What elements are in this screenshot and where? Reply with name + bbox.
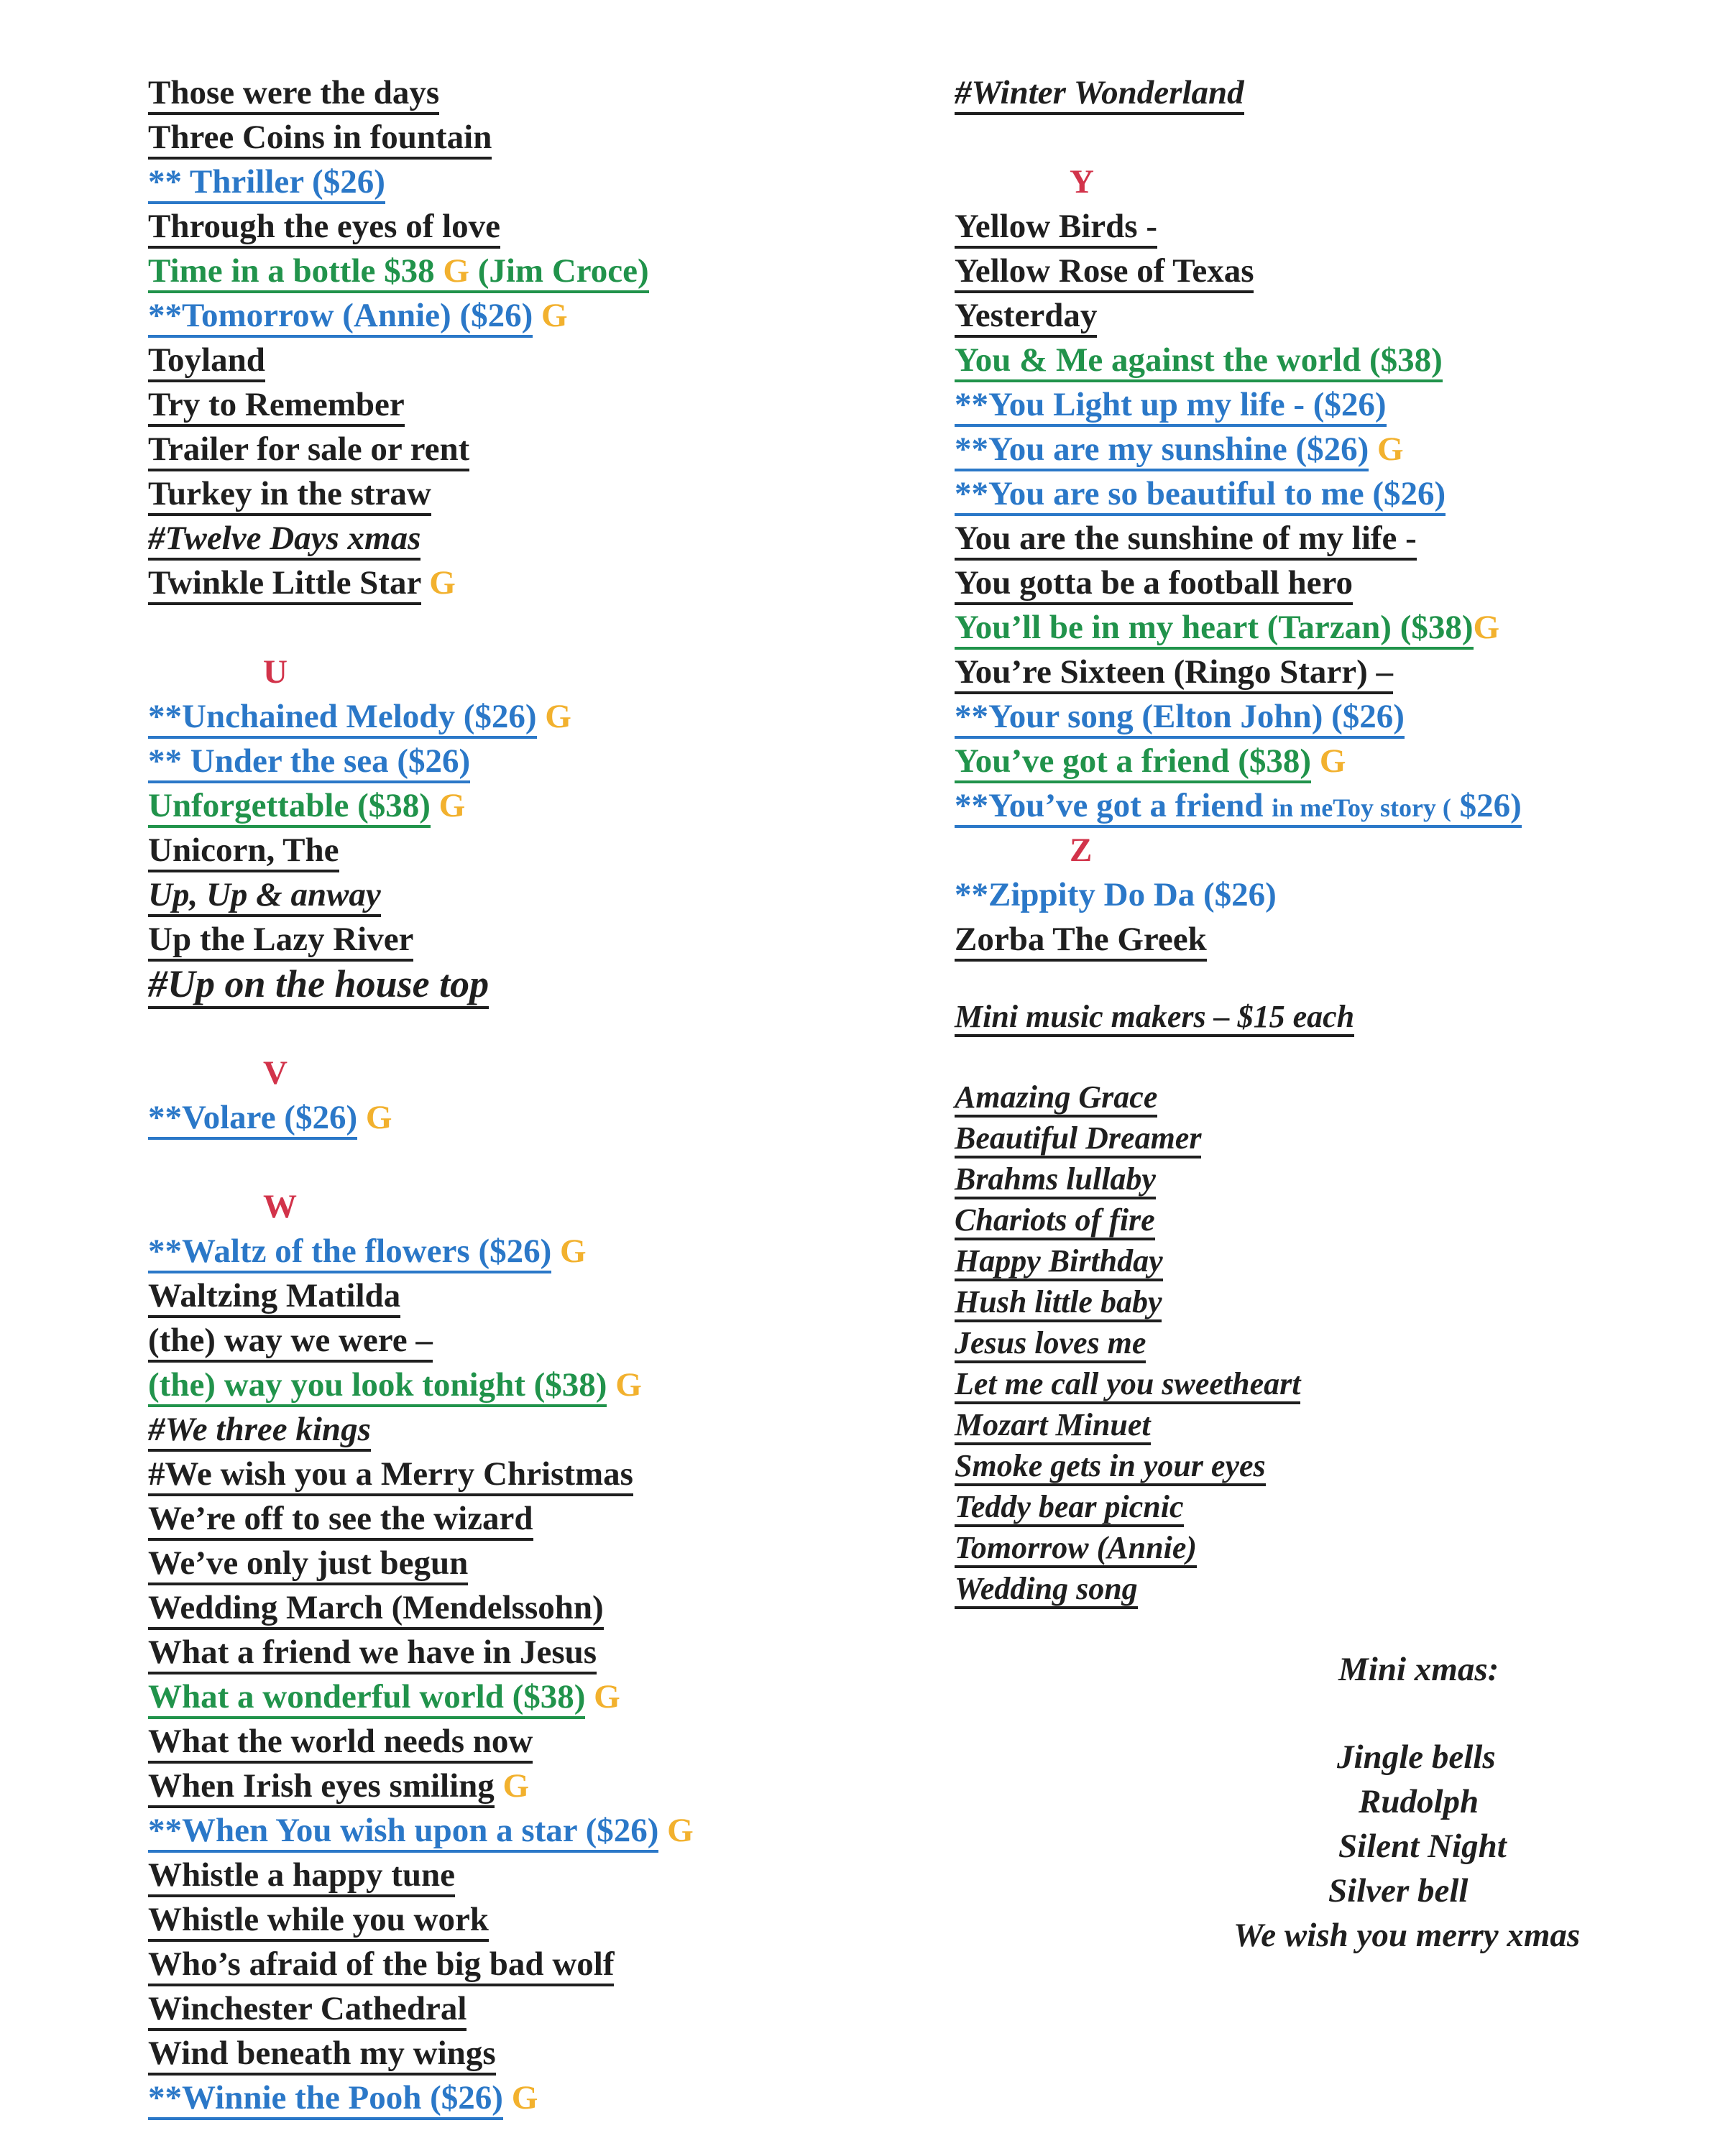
song-item: Time in a bottle $38 G (Jim Croce) <box>148 249 867 293</box>
mini-item: Chariots of fire <box>955 1199 1673 1240</box>
song-item: Yellow Rose of Texas <box>955 249 1673 293</box>
song-item: **When You wish upon a star ($26) G <box>148 1808 867 1853</box>
song-item: #Twelve Days xmas <box>148 516 867 561</box>
song-item: Toyland <box>148 338 867 382</box>
right-song-list <box>955 70 1673 1609</box>
song-item: Up the Lazy River <box>148 917 867 962</box>
mini-xmas-item: We wish you merry xmas <box>1233 1917 1581 1954</box>
song-item: Whistle while you work <box>148 1897 867 1942</box>
song-item: Wedding March (Mendelssohn) <box>148 1585 867 1630</box>
song-item: Trailer for sale or rent <box>148 427 867 471</box>
mini-item: Wedding song <box>955 1568 1673 1609</box>
song-item: Unforgettable ($38) G <box>148 783 867 828</box>
mini-item: Tomorrow (Annie) <box>955 1527 1673 1568</box>
song-item: **Your song (Elton John) ($26) <box>955 694 1673 739</box>
mini-item: Beautiful Dreamer <box>955 1118 1673 1158</box>
mini-music-makers-header: Mini music makers – $15 each <box>955 996 1673 1037</box>
section-heading-y: Y <box>1070 163 1094 201</box>
song-item: Three Coins in fountain <box>148 115 867 160</box>
song-item: **You’ve got a friend in meToy story ( $26) <box>955 783 1673 828</box>
song-item: Try to Remember <box>148 382 867 427</box>
song-item: Twinkle Little Star G <box>148 561 867 605</box>
song-item: Winchester Cathedral <box>148 1986 867 2031</box>
song-item: #Up on the house top <box>148 962 867 1006</box>
song-item: Wind beneath my wings <box>148 2031 867 2076</box>
song-item: **Winnie the Pooh ($26) G <box>148 2076 867 2120</box>
mini-xmas-item: Rudolph <box>1359 1783 1479 1820</box>
song-item: (the) way you look tonight ($38) G <box>148 1363 867 1407</box>
song-item: What a wonderful world ($38) G <box>148 1674 867 1719</box>
song-item: #We wish you a Merry Christmas <box>148 1452 867 1496</box>
song-item: #Winter Wonderland <box>955 70 1673 115</box>
song-item: Yesterday <box>955 293 1673 338</box>
section-heading-u: U <box>263 653 288 691</box>
song-item: **You Light up my life - ($26) <box>955 382 1673 427</box>
song-item: #We three kings <box>148 1407 867 1452</box>
song-item: **You are so beautiful to me ($26) <box>955 471 1673 516</box>
song-item: **Waltz of the flowers ($26) G <box>148 1229 867 1273</box>
song-item: Through the eyes of love <box>148 204 867 249</box>
song-item: **You are my sunshine ($26) G <box>955 427 1673 471</box>
mini-item: Let me call you sweetheart <box>955 1363 1673 1404</box>
mini-item: Brahms lullaby <box>955 1158 1673 1199</box>
song-item: When Irish eyes smiling G <box>148 1764 867 1808</box>
mini-xmas-item: Silver bell <box>1328 1872 1469 1909</box>
song-item: Up, Up & anway <box>148 872 867 917</box>
song-item: Who’s afraid of the big bad wolf <box>148 1942 867 1986</box>
section-heading-v: V <box>263 1054 288 1092</box>
mini-item: Amazing Grace <box>955 1077 1673 1118</box>
song-item: What the world needs now <box>148 1719 867 1764</box>
mini-xmas-item: Jingle bells <box>1337 1738 1496 1776</box>
mini-item: Teddy bear picnic <box>955 1486 1673 1527</box>
song-item: What a friend we have in Jesus <box>148 1630 867 1674</box>
mini-item: Smoke gets in your eyes <box>955 1445 1673 1486</box>
song-item: Zorba The Greek <box>955 917 1673 962</box>
song-item: **Unchained Melody ($26) G <box>148 694 867 739</box>
song-item: You & Me against the world ($38) <box>955 338 1673 382</box>
mini-xmas-title: Mini xmas: <box>1338 1651 1499 1688</box>
song-item: **Zippity Do Da ($26) <box>955 876 1277 913</box>
song-item: Whistle a happy tune <box>148 1853 867 1897</box>
song-item: Unicorn, The <box>148 828 867 872</box>
section-heading-z: Z <box>1070 831 1093 869</box>
song-item: You gotta be a football hero <box>955 561 1673 605</box>
mini-item: Mozart Minuet <box>955 1404 1673 1445</box>
song-item: Those were the days <box>148 70 867 115</box>
song-item: Yellow Birds - <box>955 204 1673 249</box>
left-song-list <box>148 70 867 2120</box>
song-item: Turkey in the straw <box>148 471 867 516</box>
song-item: We’re off to see the wizard <box>148 1496 867 1541</box>
section-heading-w: W <box>263 1188 297 1225</box>
mini-item: Jesus loves me <box>955 1322 1673 1363</box>
song-item: We’ve only just begun <box>148 1541 867 1585</box>
song-item: ** Thriller ($26) <box>148 160 867 204</box>
song-item: **Tomorrow (Annie) ($26) G <box>148 293 867 338</box>
song-item: Waltzing Matilda <box>148 1273 867 1318</box>
song-item: You’ll be in my heart (Tarzan) ($38)G <box>955 605 1673 650</box>
song-item: You’ve got a friend ($38) G <box>955 739 1673 783</box>
song-item: You’re Sixteen (Ringo Starr) – <box>955 650 1673 694</box>
song-item: **Volare ($26) G <box>148 1095 867 1140</box>
mini-item: Happy Birthday <box>955 1240 1673 1281</box>
mini-item: Hush little baby <box>955 1281 1673 1322</box>
song-item: You are the sunshine of my life - <box>955 516 1673 561</box>
song-item: (the) way we were – <box>148 1318 867 1363</box>
mini-xmas-item: Silent Night <box>1338 1828 1507 1865</box>
song-item: ** Under the sea ($26) <box>148 739 867 783</box>
